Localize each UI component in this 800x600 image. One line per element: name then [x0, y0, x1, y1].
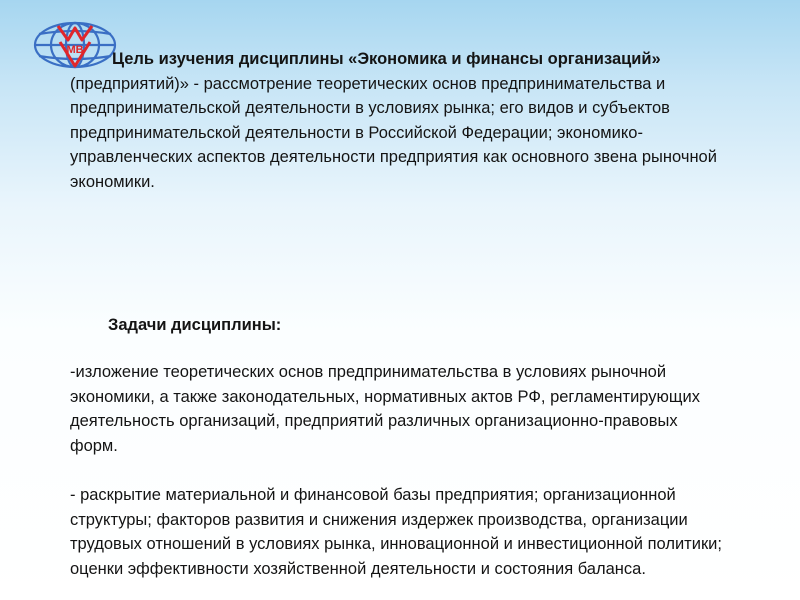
goal-text: (предприятий)» - рассмотрение теоретических основ предпринимательства и предпринимательской деятельности в условиях рынка; его видов и субъектов предпринимательской деятельности в Российской Федерации; экономико-управленческих аспектов деятельности предприятия как основного звена рыночной экономики. [70, 74, 717, 191]
logo-letters: MB [66, 44, 84, 56]
tasks-title: Задачи дисциплины: [108, 316, 282, 334]
task-item-text: -изложение теоретических основ предпринимательства в условиях рыночной экономики, а также законодательных, нормативных актов РФ, регламентирующих деятельность организаций, предприятий различных организационно-правовых форм. [70, 363, 700, 455]
task-item-text: - раскрытие материальной и финансовой базы предприятия; организационной структуры; факторов развития и снижения издержек производства, организации трудовых отношений в условиях рынка, инновационной и инвестиционной политики; оценки эффективности хозяйственной деятельности и состояния баланса. [70, 486, 722, 578]
goal-section [70, 47, 730, 194]
task-item-1 [70, 360, 730, 458]
goal-title: Цель изучения дисциплины «Экономика и финансы организаций» [112, 50, 661, 68]
task-item-2 [70, 483, 730, 581]
